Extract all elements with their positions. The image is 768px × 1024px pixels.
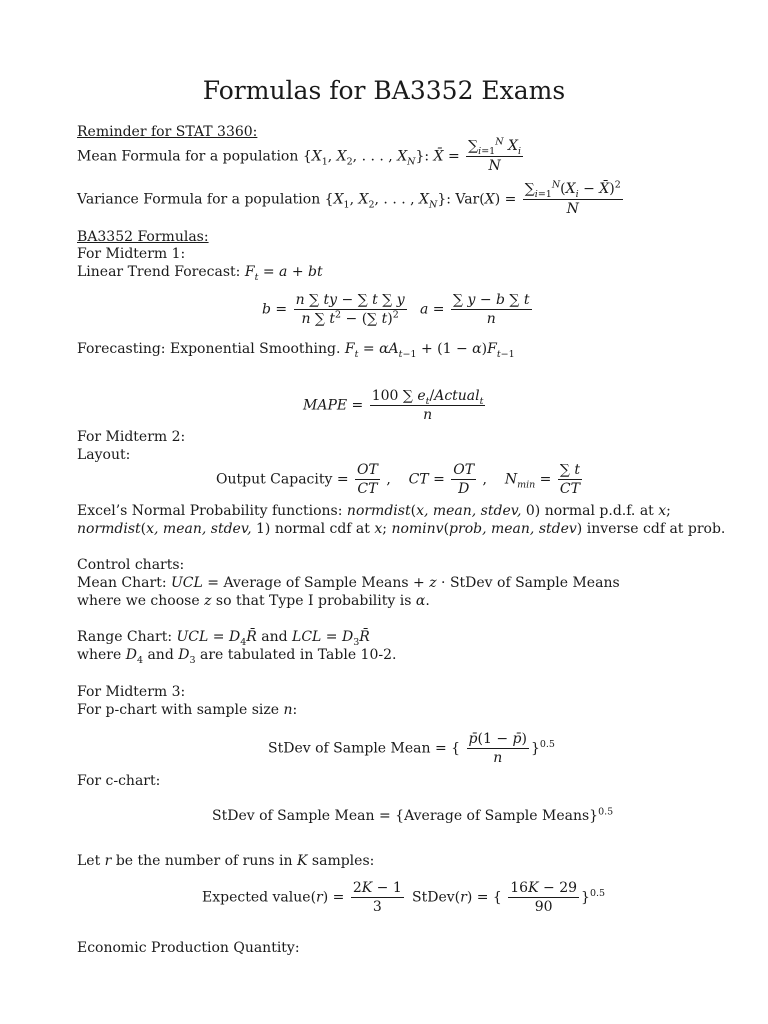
pchart-stdev-formula: StDev of Sample Mean = { $\frac{p̄(1 - p̄)}{n}$ }$^{0.5}$ [268, 731, 555, 766]
runs-line: Let r be the number of runs in K samples: [77, 853, 375, 869]
range-chart-label: Range Chart: [77, 629, 173, 645]
excel-line-1: Excel’s Normal Probability functions: normdist(x, mean, stdev, 0) normal p.d.f. at x; [77, 503, 671, 519]
runs-intro: Let [77, 853, 101, 869]
midterm3-heading: For Midterm 3: [77, 684, 186, 700]
samples-word: samples: [311, 853, 375, 869]
where-word: where [77, 647, 122, 663]
page-title: Formulas for BA3352 Exams [202, 76, 566, 105]
range-chart-line: Range Chart: UCL = $D_4R̄$ and LCL = $D_3R̄$ [77, 629, 370, 648]
midterm2-heading: For Midterm 2: [77, 429, 186, 445]
stdev-sample-mean-label: StDev of Sample Mean [268, 740, 431, 757]
regression-b-formula: b = $\frac{n \sum ty - \sum t \sum y}{n \sum t^2 - (\sum t)^2}$ [262, 292, 405, 327]
exp-smoothing-label: Forecasting: Exponential Smoothing. [77, 341, 341, 357]
ba-heading: BA3352 Formulas: [77, 229, 209, 245]
mean-fraction: $\frac{\sum_{i=1}^N X_i}{N}$ [468, 136, 521, 174]
pchart-line: For p-chart with sample size n: [77, 702, 298, 718]
normal-pdf-text: normal p.d.f. at [544, 503, 654, 519]
excel-intro: Excel’s Normal Probability functions: [77, 503, 343, 519]
and-word-2: and [147, 647, 174, 663]
expected-value-label: Expected value [202, 889, 311, 906]
variance-fraction: $\frac{\sum_{i=1}^N(X_i - X̄)^2}{N}$ [524, 179, 621, 217]
mean-chart-label: Mean Chart: [77, 575, 167, 591]
cchart-heading: For c-chart: [77, 773, 161, 789]
inverse-cdf-text: inverse cdf at prob. [586, 521, 726, 537]
stdev-sample-means: StDev of Sample Means [449, 575, 620, 591]
linear-trend-label: Linear Trend Forecast: [77, 264, 241, 280]
regression-a-formula: a = $\frac{\sum y - b \sum t}{n}$ [420, 292, 530, 327]
mape-formula: MAPE = $\frac{100 \sum e_t/Actual_t}{n}$ [303, 388, 484, 423]
mean-label: Mean Formula for a population [77, 148, 299, 165]
layout-formulas: Output Capacity = $\frac{OT}{CT}$ , CT = $\frac{OT}{D}$ , $N_{min}$ = $\frac{\sum t}{CT}$ [216, 462, 580, 497]
choose-z-line: where we choose z so that Type I probability is α. [77, 593, 430, 609]
variance-formula-line: Variance Formula for a population {$X_1$, $X_2$, . . . , $X_N$}: Var(X) = $\frac{\sum_{i=1}^N(X_i - X̄)^2}{N}$ [77, 179, 621, 217]
where-choose-text: where we choose [77, 593, 200, 609]
stdev-word: StDev [412, 889, 455, 906]
avg-sample-means: Average of Sample Means [223, 575, 409, 591]
tabulated-line: where $D_4$ and $D_3$ are tabulated in Table 10-2. [77, 647, 397, 666]
exp-smoothing-line: Forecasting: Exponential Smoothing. $F_t = \alpha A_{t-1} + (1 - \alpha)F_{t-1}$ [77, 341, 515, 360]
cchart-stdev-formula: StDev of Sample Mean = {Average of Sample Means}$^{0.5}$ [212, 806, 614, 824]
layout-heading: Layout: [77, 447, 131, 463]
and-word: and [261, 629, 288, 645]
mean-formula-line: Mean Formula for a population {$X_1$, $X_2$, . . . , $X_N$}: X̄ = $\frac{\sum_{i=1}^N X_i}{N}$ [77, 136, 521, 174]
epq-heading: Economic Production Quantity: [77, 940, 300, 956]
control-charts-heading: Control charts: [77, 557, 185, 573]
avg-sample-means-brace: Average of Sample Means [404, 808, 590, 824]
normal-cdf-text: normal cdf at [274, 521, 370, 537]
output-capacity-label: Output Capacity [216, 471, 333, 488]
linear-trend-line: Linear Trend Forecast: $F_t = a$ + bt [77, 264, 323, 283]
midterm1-heading: For Midterm 1: [77, 246, 186, 262]
type1-text: so that Type I probability is [215, 593, 412, 609]
variance-label: Variance Formula for a population [77, 191, 321, 208]
excel-line-2: normdist(x, mean, stdev, 1) normal cdf at x; nominv(prob, mean, stdev) inverse cdf at prob. [77, 521, 726, 537]
tabulated-text: are tabulated in Table 10-2. [199, 647, 397, 663]
mean-chart-line: Mean Chart: UCL = Average of Sample Means + z · StDev of Sample Means [77, 575, 620, 591]
pchart-label: For p-chart with sample size [77, 702, 280, 718]
runs-expected-formula: Expected value(r) = $\frac{2K - 1}{3}$ [202, 880, 402, 915]
runs-stdev-formula: StDev(r) = { $\frac{16K - 29}{90}$ }$^{0.5}$ [412, 880, 606, 915]
reminder-heading: Reminder for STAT 3360: [77, 124, 258, 140]
stdev-sample-mean-label-2: StDev of Sample Mean [212, 808, 375, 824]
runs-text: be the number of runs in [115, 853, 293, 869]
